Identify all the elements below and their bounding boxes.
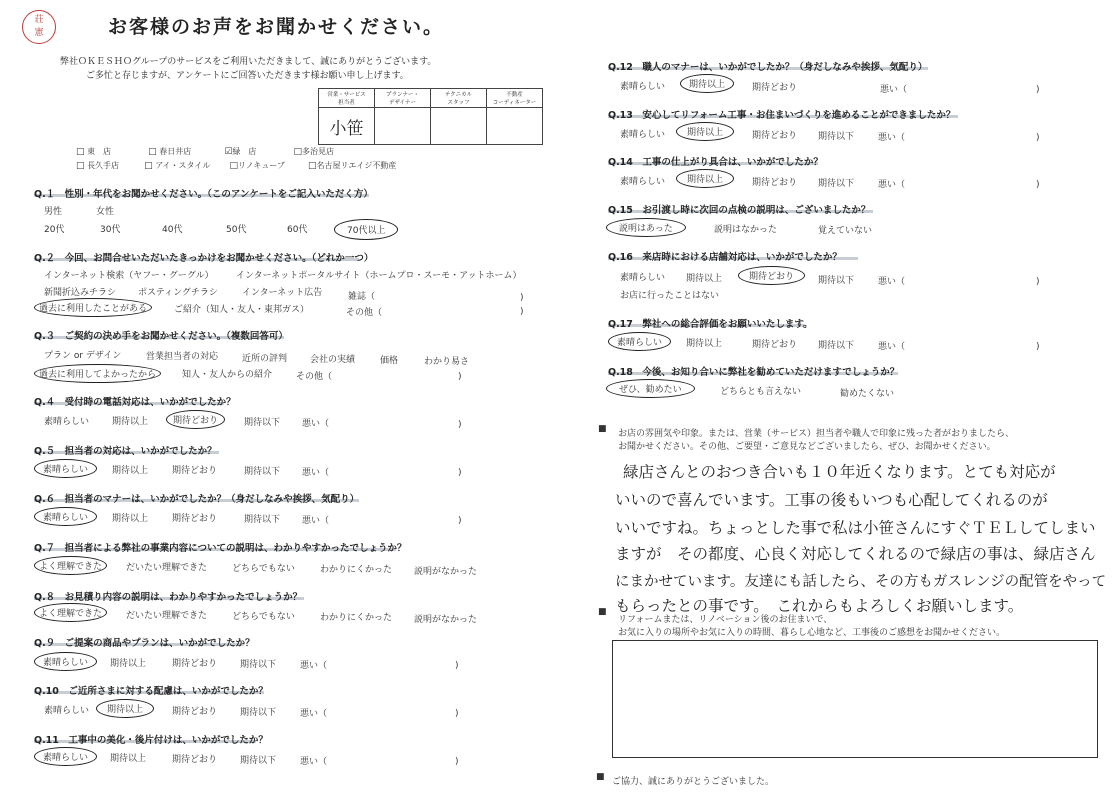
comment-prompt-1: お店の雰囲気や印象。または、営業（サービス）担当者や職人で印象に残った者がおりましたら、 xyxy=(618,429,1015,439)
checkbox-icon[interactable]: □ xyxy=(229,161,238,171)
q8-option[interactable]: どちらでもない xyxy=(232,612,295,622)
q3-option[interactable]: わかり易さ xyxy=(424,357,470,367)
q15-option[interactable]: 説明はなかった xyxy=(714,225,778,235)
q13-option[interactable]: 素晴らしい xyxy=(620,130,666,140)
q3-option-selected[interactable]: 過去に利用してよかったから xyxy=(34,364,161,383)
intro-line-1: 弊社ＯＫＥＳＨＯグループのサービスをご利用いただきまして、誠にありがとうございます。 xyxy=(60,57,437,67)
q13-option[interactable]: 悪い（ xyxy=(878,133,906,143)
q17-option[interactable]: 期待以下 xyxy=(818,341,855,351)
q11-option[interactable]: 悪い（ xyxy=(300,757,328,767)
q1-option[interactable]: 40代 xyxy=(162,225,183,235)
handwritten-line: ますが その都度、心良く対応してくれるので緑店の事は、緑店さん xyxy=(615,545,1096,563)
q16-option[interactable]: 期待以下 xyxy=(818,276,855,286)
q3-option[interactable]: 営業担当者の対応 xyxy=(146,352,219,362)
q12-option-selected[interactable]: 期待以上 xyxy=(680,74,734,93)
q13-option[interactable]: 期待以下 xyxy=(818,132,855,142)
checkbox-icon[interactable]: □ xyxy=(76,161,85,171)
realestate-cell xyxy=(487,108,543,145)
q6-option[interactable]: 期待以下 xyxy=(244,515,281,525)
question-12: Q.12 職人のマナーは、いかがでしたか？（身だしなみや挨拶、気配り） xyxy=(608,62,928,73)
q3-option[interactable]: 価格 xyxy=(380,356,399,366)
q1-option[interactable]: 50代 xyxy=(226,225,247,235)
checkbox-icon[interactable]: □ xyxy=(148,147,157,157)
checkbox-icon[interactable]: □ xyxy=(293,147,302,157)
q17-option[interactable]: 悪い（ xyxy=(878,342,906,352)
question-3: Q.３ ご契約の決め手をお聞かせください。（複数回答可） xyxy=(34,331,288,342)
question-16: Q.16 来店時における店舗対応は、いかがでしたか？ xyxy=(608,252,842,263)
q15-option-selected[interactable]: 説明はあった xyxy=(606,218,686,237)
q18-option[interactable]: 勧めたくない xyxy=(840,389,895,399)
q5-option[interactable]: 期待どおり xyxy=(172,466,218,476)
close-paren: ) xyxy=(1036,180,1040,190)
sales-staff-name: 小笹 xyxy=(319,108,375,145)
q2-option[interactable]: インターネット広告 xyxy=(242,288,323,298)
q7-option[interactable]: どちらでもない xyxy=(232,564,295,574)
q5-option[interactable]: 悪い（ xyxy=(302,468,330,478)
staff-header-sales: 営業・サービス 担当者 xyxy=(319,89,375,108)
close-paren: ) xyxy=(458,372,462,382)
checkbox-icon[interactable]: □ xyxy=(308,161,317,171)
q4-option-selected[interactable]: 期待どおり xyxy=(166,410,225,429)
company-seal-stamp: 荘 憲 xyxy=(22,10,56,44)
thanks-text: ご協力、誠にありがとうございました。 xyxy=(612,777,775,787)
bullet-square-icon: ■ xyxy=(596,772,605,782)
q6-option[interactable]: 期待以上 xyxy=(112,514,149,524)
q17-option[interactable]: 期待以上 xyxy=(686,339,723,349)
store-label: 東 店 xyxy=(87,147,112,156)
question-17: Q.17 弊社への総合評価をお願いいたします。 xyxy=(608,319,813,330)
q11-option[interactable]: 期待どおり xyxy=(172,755,218,765)
question-14: Q.14 工事の仕上がり具合は、いかがでしたか？ xyxy=(608,157,823,168)
q10-option[interactable]: 素晴らしい xyxy=(44,706,90,716)
q8-option[interactable]: わかりにくかった xyxy=(320,613,393,623)
q2-option[interactable]: その他（ xyxy=(346,308,383,318)
close-paren: ) xyxy=(458,468,462,478)
q2-option[interactable]: ご紹介（知人・友人・東邦ガス） xyxy=(174,305,310,315)
handwritten-line: もらったとの事です。 これからもよろしくお願いします。 xyxy=(615,597,1024,615)
q1-option[interactable]: 20代 xyxy=(44,225,65,235)
question-6: Q.６ 担当者のマナーは、いかがでしたか？（身だしなみや挨拶、気配り） xyxy=(34,494,360,505)
handwritten-line: いいので喜んでいます。工事の後もいつも心配してくれるのが xyxy=(615,491,1048,509)
store-label: リノキューブ xyxy=(237,161,285,170)
close-paren: ) xyxy=(455,757,459,767)
q14-option-selected[interactable]: 期待以上 xyxy=(676,169,734,188)
q1-option[interactable]: 男性 xyxy=(44,207,63,217)
q9-option[interactable]: 悪い（ xyxy=(300,661,328,671)
q9-option[interactable]: 期待以上 xyxy=(110,659,147,669)
q13-option[interactable]: 期待どおり xyxy=(752,131,798,141)
q4-option[interactable]: 悪い（ xyxy=(302,419,330,429)
close-paren: ) xyxy=(520,293,524,303)
q16-option[interactable]: 悪い（ xyxy=(878,277,906,287)
page-title: お客様のお声をお聞かせください。 xyxy=(108,16,445,38)
q3-option[interactable]: その他（ xyxy=(296,372,333,382)
close-paren: ) xyxy=(458,516,462,526)
q17-option[interactable]: 期待どおり xyxy=(752,340,798,350)
comment-prompt-2: お聞かせください。その他、ご要望・ご意見などございましたら、ぜひ、お聞かせください。 xyxy=(618,442,996,452)
q2-option[interactable]: インターネットポータルサイト（ホームプロ・スーモ・アットホーム） xyxy=(236,271,522,281)
store-row-1 xyxy=(76,146,334,157)
q5-option[interactable]: 期待以下 xyxy=(244,467,281,477)
question-8: Q.８ お見積り内容の説明は、わかりやすかったでしょうか？ xyxy=(34,592,303,603)
q11-option-selected[interactable]: 素晴らしい xyxy=(34,747,97,766)
question-5: Q.５ 担当者の対応は、いかがでしたか？ xyxy=(34,446,217,457)
close-paren: ) xyxy=(455,661,459,671)
close-paren: ) xyxy=(458,420,462,430)
q3-option[interactable]: 知人・友人からの紹介 xyxy=(182,370,273,380)
q1-option[interactable]: 60代 xyxy=(287,225,308,235)
q14-option[interactable]: 期待以下 xyxy=(818,179,855,189)
q4-option[interactable]: 素晴らしい xyxy=(44,417,90,427)
staff-header-planner: プランナー・ デザイナー xyxy=(375,89,431,108)
q1-option[interactable]: 30代 xyxy=(100,225,121,235)
q14-option[interactable]: 期待どおり xyxy=(752,178,798,188)
q12-option[interactable]: 悪い（ xyxy=(880,85,908,95)
close-paren: ) xyxy=(455,709,459,719)
planner-cell xyxy=(375,108,431,145)
store-label-checked: 緑 店 xyxy=(232,147,257,156)
close-paren: ) xyxy=(520,307,524,317)
staff-header-technical: テクニカル スタッフ xyxy=(431,89,487,108)
reform-comment-box[interactable] xyxy=(612,640,1098,758)
checkbox-icon[interactable]: □ xyxy=(76,147,85,157)
q14-option[interactable]: 悪い（ xyxy=(878,180,906,190)
question-7: Q.７ 担当者による弊社の事業内容についての説明は、わかりやすかったでしょうか？ xyxy=(34,543,407,554)
q5-option-selected[interactable]: 素晴らしい xyxy=(34,459,97,478)
close-paren: ) xyxy=(1036,342,1040,352)
q4-option[interactable]: 期待以下 xyxy=(244,418,281,428)
store-label: アイ・スタイル xyxy=(155,161,211,170)
q7-option-selected[interactable]: よく理解できた xyxy=(34,556,107,575)
q11-option[interactable]: 期待以下 xyxy=(240,756,277,766)
store-label: 多治見店 xyxy=(302,147,334,156)
question-13: Q.13 安心してリフォーム工事・お住まいづくりを進めることができましたか？ xyxy=(608,110,956,121)
q16-option[interactable]: 期待以上 xyxy=(686,274,723,284)
q16-option-selected[interactable]: 期待どおり xyxy=(738,266,805,285)
q16-option[interactable]: 素晴らしい xyxy=(620,273,666,283)
q16-option[interactable]: お店に行ったことはない xyxy=(620,291,720,301)
q13-option-selected[interactable]: 期待以上 xyxy=(676,122,734,141)
q2-option[interactable]: 雑誌（ xyxy=(348,292,376,302)
q18-option[interactable]: どちらとも言えない xyxy=(720,387,802,397)
close-paren: ) xyxy=(1036,133,1040,143)
store-row-2 xyxy=(76,160,396,171)
question-10: Q.10 ご近所さまに対する配慮は、いかがでしたか？ xyxy=(34,686,268,697)
q12-option[interactable]: 期待どおり xyxy=(752,83,798,93)
checked-checkbox-icon[interactable]: ☑ xyxy=(224,147,233,157)
q18-option-selected[interactable]: ぜひ、勧めたい xyxy=(606,379,695,398)
q2-option[interactable]: 新聞折込みチラシ xyxy=(44,288,117,298)
q8-option[interactable]: だいたい理解できた xyxy=(126,611,208,621)
q10-option[interactable]: 悪い（ xyxy=(300,709,328,719)
question-15: Q.15 お引渡し時に次回の点検の説明は、ございましたか？ xyxy=(608,205,871,216)
q6-option[interactable]: 悪い（ xyxy=(302,516,330,526)
handwritten-line: にまかせています。友達にも話したら、その方もガスレンジの配管をやって xyxy=(615,574,1107,590)
question-2: Q.２ 今回、お問合せいただいたきっかけをお聞かせください。（どれか一つ） xyxy=(34,253,374,264)
intro-line-2: ご多忙と存じますが、アンケートにご回答いただきます様お願い申し上げます。 xyxy=(86,71,409,81)
q10-option-selected[interactable]: 期待以上 xyxy=(96,699,154,718)
store-label: 春日井店 xyxy=(159,147,192,156)
reform-prompt-1: リフォームまたは、リノベーション後のお住まいで、 xyxy=(618,615,833,625)
q2-option-selected[interactable]: 過去に利用したことがある xyxy=(34,298,152,317)
technical-cell xyxy=(431,108,487,145)
q7-option[interactable]: 説明がなかった xyxy=(414,567,478,577)
close-paren: ) xyxy=(1036,277,1040,287)
staff-header-realestate: 不動産 コーディネーター xyxy=(487,89,543,108)
q3-option[interactable]: 近所の評判 xyxy=(242,354,288,364)
q6-option-selected[interactable]: 素晴らしい xyxy=(34,507,97,526)
q6-option[interactable]: 期待どおり xyxy=(172,514,218,524)
q1-option[interactable]: 女性 xyxy=(96,207,115,217)
reform-prompt-2: お気に入りの場所やお気に入りの時間、暮らし心地など、工事後のご感想をお聞かせください。 xyxy=(618,628,1006,638)
q10-option[interactable]: 期待どおり xyxy=(172,707,218,717)
store-label: 長久手店 xyxy=(87,161,120,170)
handwritten-line: 緑店さんとのおつき合いも１０年近くなります。とても対応が xyxy=(623,463,1056,481)
q17-option-selected[interactable]: 素晴らしい xyxy=(608,332,671,351)
question-18: Q.18 今後、お知り合いに弊社を勧めていただけますでしょうか？ xyxy=(608,367,900,378)
q7-option[interactable]: わかりにくかった xyxy=(320,565,393,575)
q12-option[interactable]: 素晴らしい xyxy=(620,82,666,92)
handwritten-line: いいですね。ちょっとした事で私は小笹さんにすぐＴＥＬしてしまい xyxy=(615,519,1096,537)
question-4: Q.４ 受付時の電話対応は、いかがでしたか？ xyxy=(34,397,236,408)
q3-option[interactable]: プラン or デザイン xyxy=(44,351,122,361)
q11-option[interactable]: 期待以上 xyxy=(110,754,147,764)
q3-option[interactable]: 会社の実績 xyxy=(310,355,356,365)
q9-option[interactable]: 期待どおり xyxy=(172,659,218,669)
q8-option-selected[interactable]: よく理解できた xyxy=(34,603,107,622)
q10-option[interactable]: 期待以下 xyxy=(240,708,277,718)
q8-option[interactable]: 説明がなかった xyxy=(414,615,478,625)
q2-option[interactable]: インターネット検索（ヤフー・グーグル） xyxy=(44,271,214,281)
q2-option[interactable]: ポスティングチラシ xyxy=(138,288,218,298)
q4-option[interactable]: 期待以上 xyxy=(112,417,149,427)
question-11: Q.11 工事中の美化・後片付けは、いかがでしたか？ xyxy=(34,735,268,746)
bullet-square-icon: ■ xyxy=(598,607,607,617)
q5-option[interactable]: 期待以上 xyxy=(112,466,149,476)
staff-table xyxy=(318,88,543,145)
q7-option[interactable]: だいたい理解できた xyxy=(126,563,208,573)
q9-option[interactable]: 期待以下 xyxy=(240,660,277,670)
q9-option-selected[interactable]: 素晴らしい xyxy=(34,652,97,671)
checkbox-icon[interactable]: □ xyxy=(144,161,153,171)
q1-option-selected[interactable]: 70代以上 xyxy=(334,219,398,240)
q15-option[interactable]: 覚えていない xyxy=(818,226,873,236)
close-paren: ) xyxy=(1036,85,1040,95)
question-1: Q.１ 性別・年代をお聞かせください。（このアンケートをご記入いただく方） xyxy=(34,189,373,200)
store-label: 名古屋リエイジ不動産 xyxy=(316,161,397,170)
question-9: Q.９ ご提案の商品やプランは、いかがでしたか？ xyxy=(34,638,255,649)
bullet-square-icon: ■ xyxy=(598,424,607,434)
q14-option[interactable]: 素晴らしい xyxy=(620,177,666,187)
